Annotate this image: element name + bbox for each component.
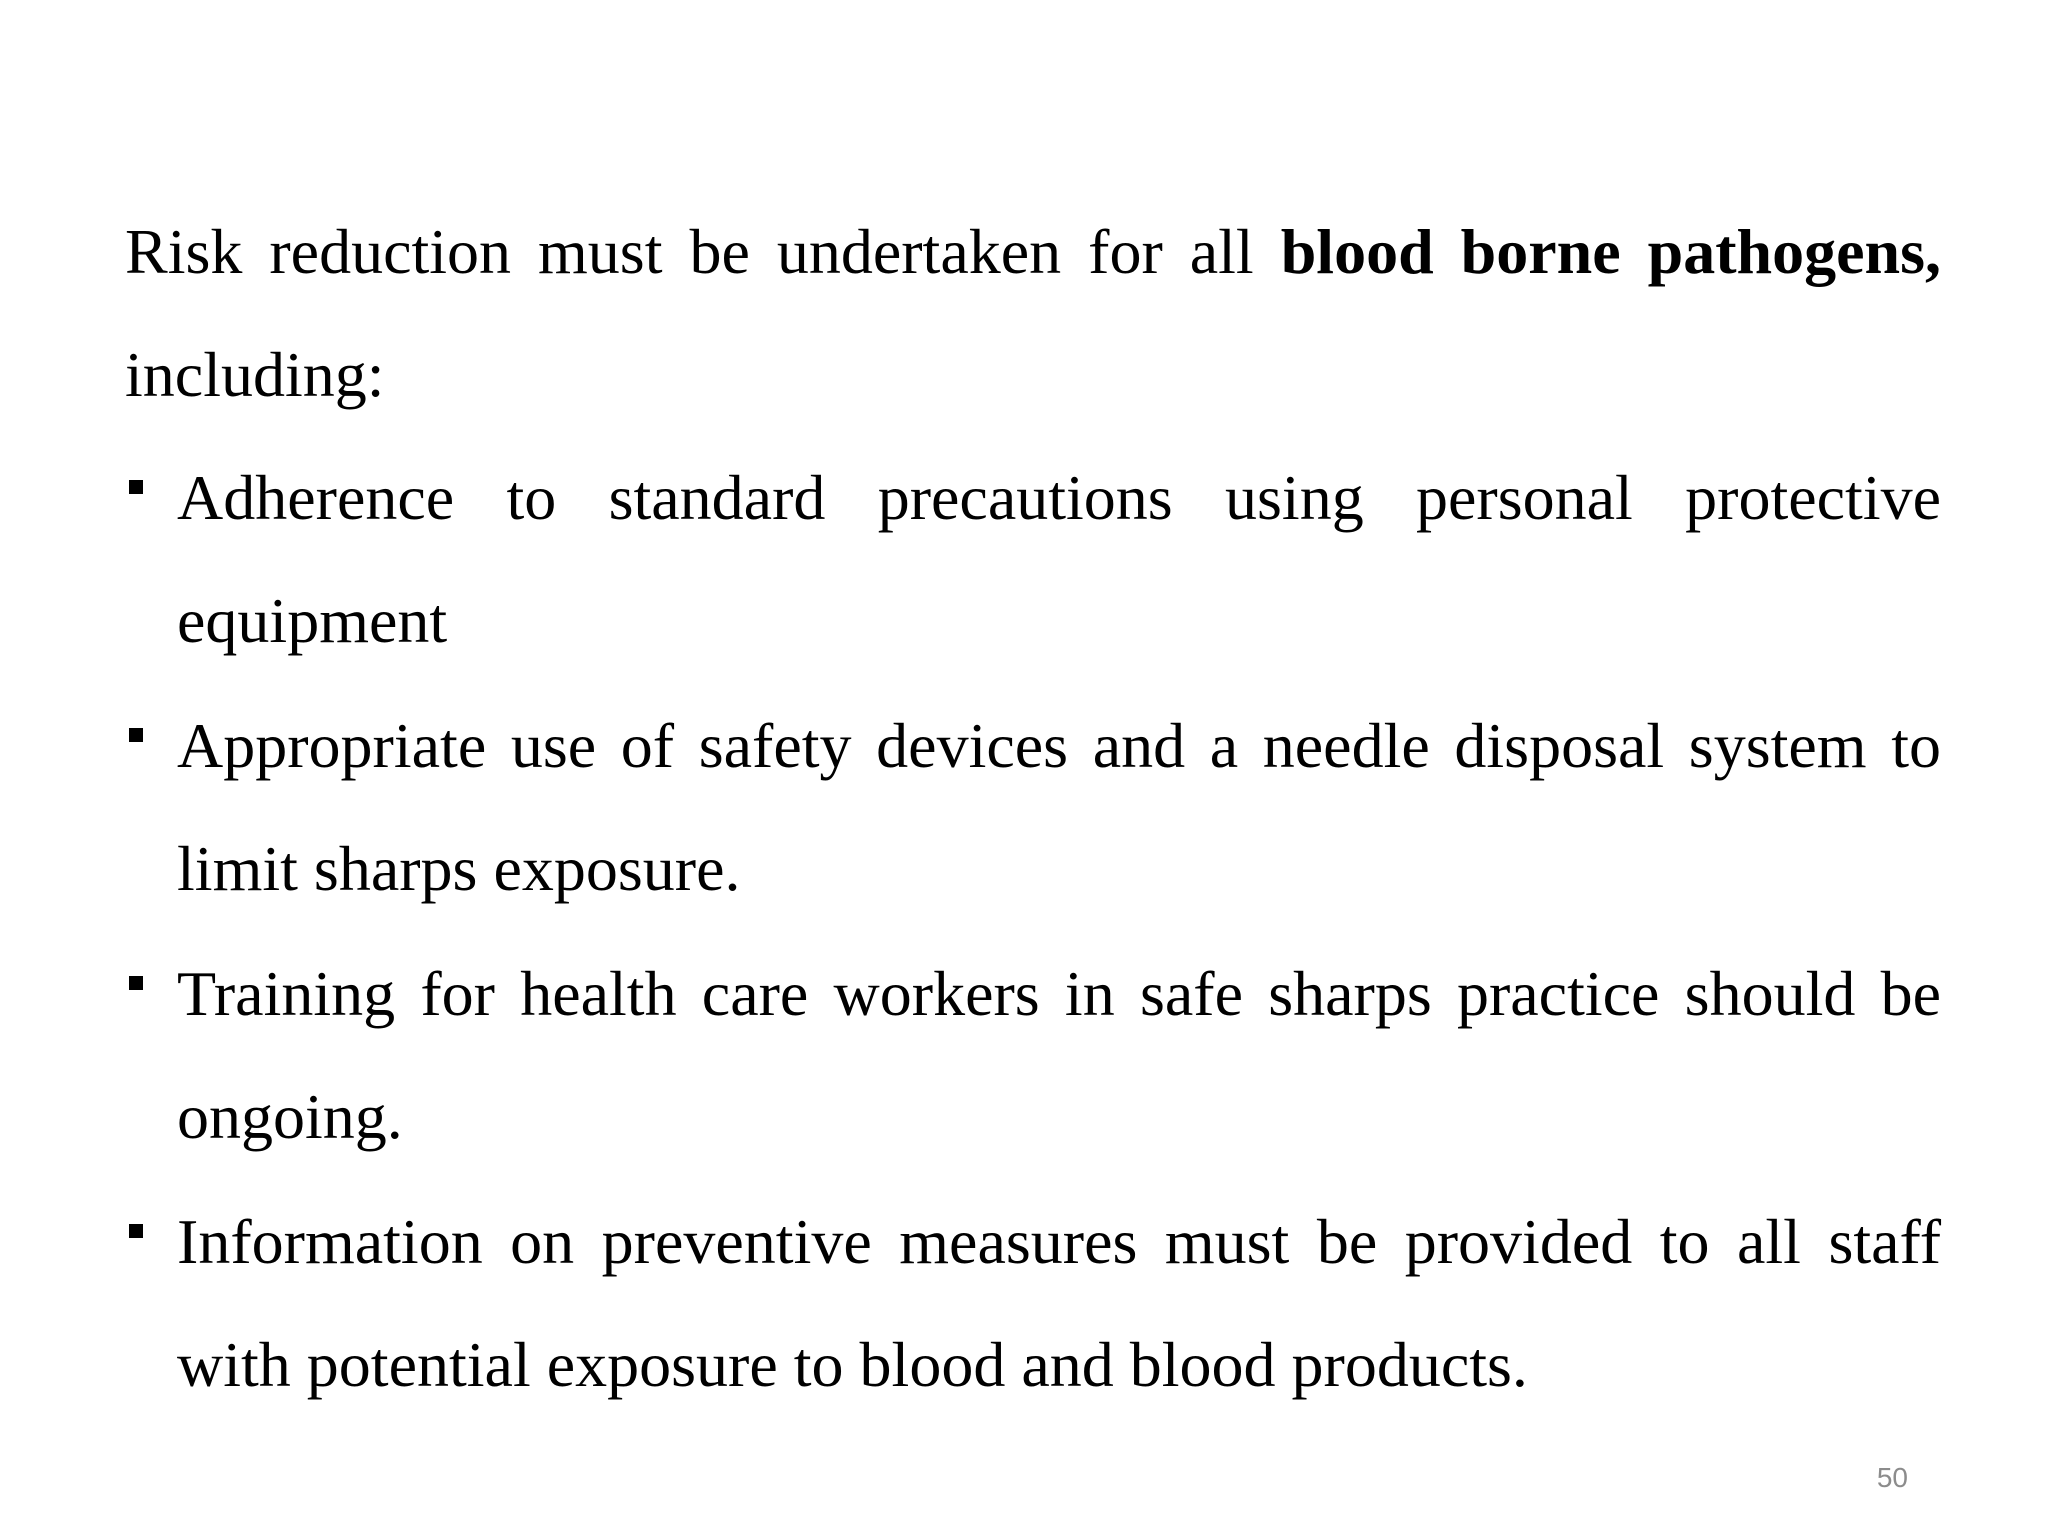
square-bullet-icon — [129, 728, 143, 742]
slide-body — [125, 190, 1941, 1428]
bullet-item — [125, 684, 1941, 930]
page-number: 50 — [1876, 1462, 1908, 1493]
bullet-text: Adherence to standard precautions using personal protective equipment — [177, 462, 1941, 656]
intro-text-start: Risk reduction must be undertaken for all — [125, 216, 1281, 287]
bullet-item — [125, 1180, 1941, 1426]
bullet-text: Appropriate use of safety devices and a needle disposal system to limit sharps exposure. — [177, 710, 1941, 904]
intro-text-end: including: — [125, 339, 385, 410]
square-bullet-icon — [129, 480, 143, 494]
intro-paragraph — [125, 190, 1941, 436]
bullet-item — [125, 436, 1941, 682]
bullet-text: Training for health care workers in safe sharps practice should be ongoing. — [177, 958, 1941, 1152]
bullet-list — [125, 436, 1941, 1426]
intro-bold-term: blood borne pathogens, — [1280, 216, 1942, 287]
square-bullet-icon — [129, 976, 143, 990]
square-bullet-icon — [129, 1224, 143, 1238]
bullet-item — [125, 932, 1941, 1178]
bullet-text: Information on preventive measures must be provided to all staff with potential exposure to blood and blood products. — [177, 1206, 1941, 1400]
